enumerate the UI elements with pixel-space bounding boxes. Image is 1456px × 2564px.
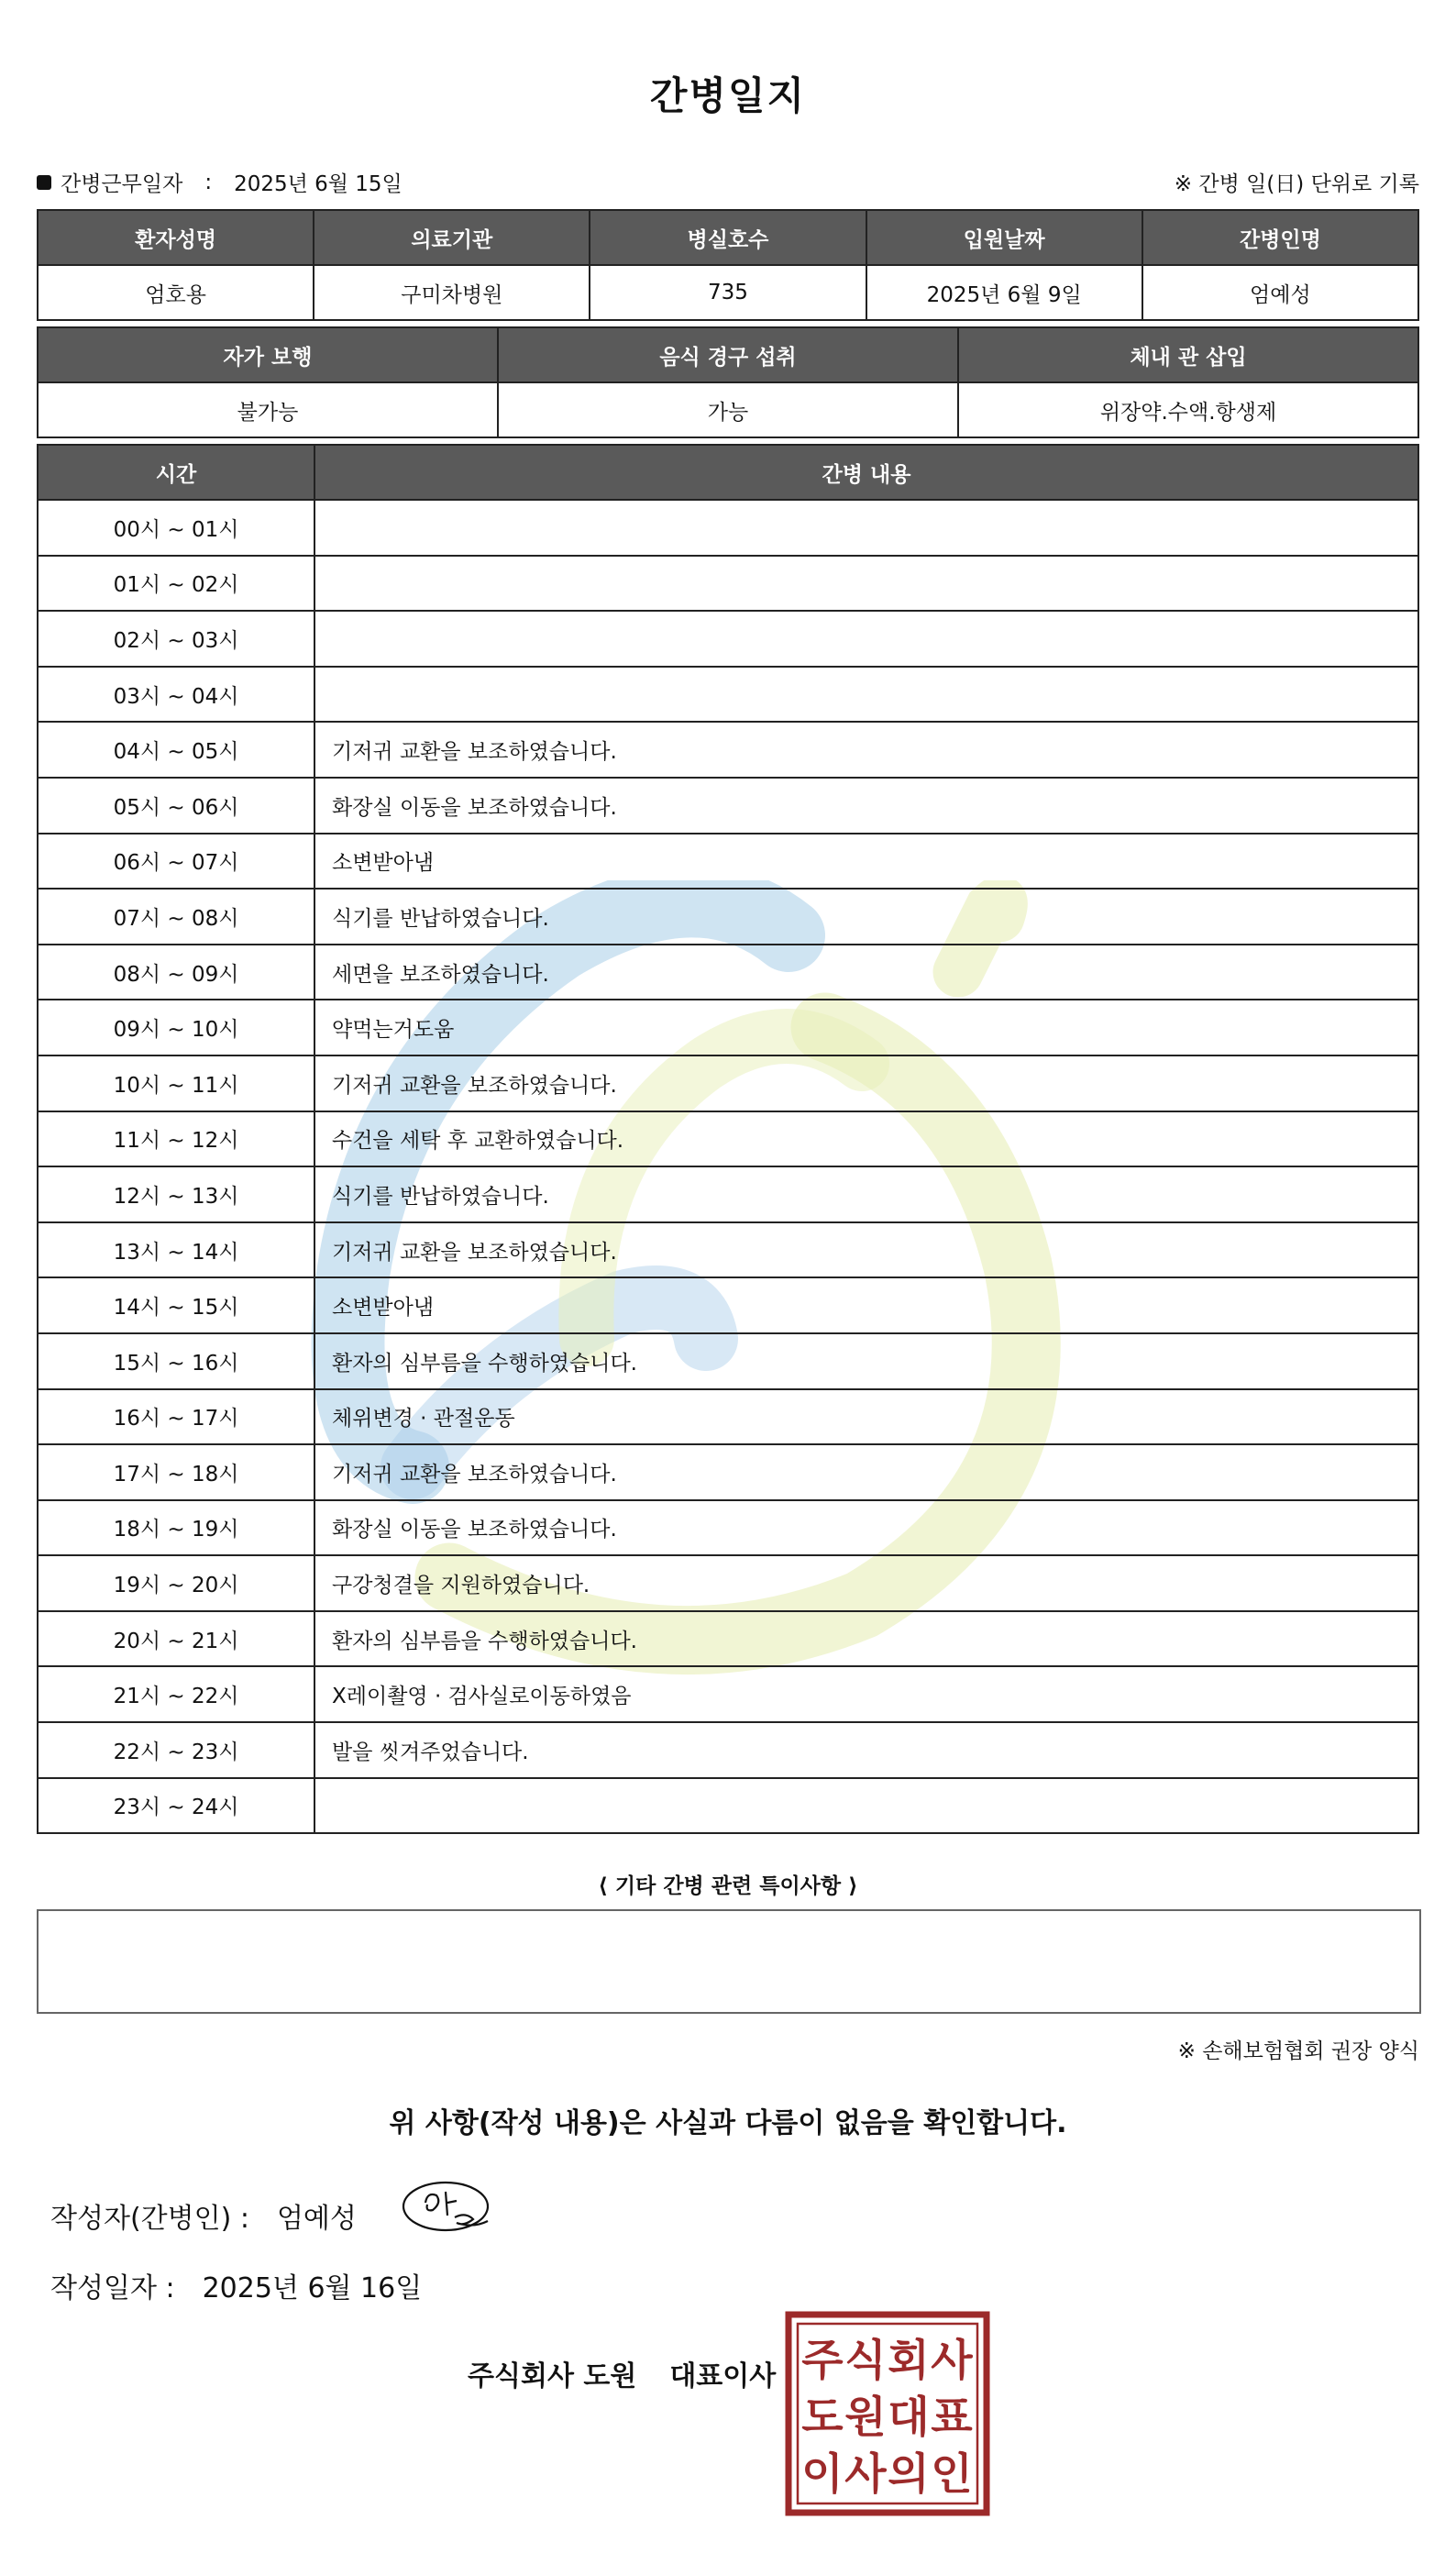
svg-text:회: 회: [888, 2336, 930, 2386]
header-time: 시간: [38, 445, 314, 500]
note-cell: [314, 500, 1418, 556]
table-row: [38, 722, 1418, 778]
patient-name: 엄호용: [38, 265, 314, 320]
header-patient-name: 환자성명: [38, 210, 314, 265]
header-oral-intake: 음식 경구 섭취: [498, 327, 958, 382]
room-number: 735: [590, 265, 866, 320]
table-row: [38, 611, 1418, 667]
note-cell: 세면을 보조하였습니다.: [314, 945, 1418, 1000]
note-cell: [314, 556, 1418, 612]
table-row: [38, 500, 1418, 556]
svg-text:인: 인: [931, 2449, 973, 2500]
svg-text:주: 주: [801, 2336, 844, 2386]
tube-insertion-value: 위장약.수액.항생제: [958, 382, 1418, 437]
table-row: [38, 1555, 1418, 1611]
table-row: [38, 1389, 1418, 1445]
header-admission-date: 입원날짜: [866, 210, 1142, 265]
note-cell: 식기를 반납하였습니다.: [314, 1166, 1418, 1222]
note-cell: 환자의 심부름을 수행하였습니다.: [314, 1333, 1418, 1389]
time-cell: 04시 ~ 05시: [38, 722, 314, 778]
patient-info-table: [37, 209, 1419, 321]
note-cell: 기저귀 교환을 보조하였습니다.: [314, 1444, 1418, 1500]
work-date-separator: :: [204, 170, 213, 194]
svg-text:식: 식: [844, 2336, 887, 2386]
header-hospital: 의료기관: [314, 210, 590, 265]
written-date-row: [50, 2265, 422, 2305]
table-row: [38, 778, 1418, 834]
note-cell: 발을 씻겨주었습니다.: [314, 1722, 1418, 1778]
note-cell: 체위변경 · 관절운동: [314, 1389, 1418, 1445]
time-cell: 19시 ~ 20시: [38, 1555, 314, 1611]
header-self-walking: 자가 보행: [38, 327, 498, 382]
table-row: [38, 1666, 1418, 1722]
time-cell: 02시 ~ 03시: [38, 611, 314, 667]
note-cell: 화장실 이동을 보조하였습니다.: [314, 1500, 1418, 1556]
care-log-table: [37, 444, 1419, 1834]
patient-status-table: [37, 326, 1419, 438]
written-date-label: 작성일자 :: [50, 2272, 175, 2304]
svg-text:원: 원: [844, 2393, 887, 2443]
note-cell: 화장실 이동을 보조하였습니다.: [314, 778, 1418, 834]
record-unit-note: ※ 간병 일(日) 단위로 기록: [1174, 172, 1419, 196]
oral-intake-value: 가능: [498, 382, 958, 437]
special-notes-title: ⟨ 기타 간병 관련 특이사항 ⟩: [598, 1874, 858, 1898]
admission-date: 2025년 6월 9일: [866, 265, 1142, 320]
note-cell: 약먹는거도움: [314, 1000, 1418, 1055]
writer-row: [50, 2195, 357, 2236]
note-cell: 기저귀 교환을 보조하였습니다.: [314, 1222, 1418, 1278]
svg-text:도: 도: [801, 2393, 844, 2443]
note-cell: [314, 1778, 1418, 1834]
table-row: [38, 1277, 1418, 1333]
table-row: [38, 1000, 1418, 1055]
time-cell: 22시 ~ 23시: [38, 1722, 314, 1778]
company-name: 주식회사 도원: [468, 2360, 637, 2393]
self-walking-value: 불가능: [38, 382, 498, 437]
header-tube-insertion: 체내 관 삽입: [958, 327, 1418, 382]
table-row: [38, 1166, 1418, 1222]
header-room: 병실호수: [590, 210, 866, 265]
table-row: [38, 1333, 1418, 1389]
time-cell: 09시 ~ 10시: [38, 1000, 314, 1055]
time-cell: 12시 ~ 13시: [38, 1166, 314, 1222]
special-notes-box: [37, 1909, 1421, 2014]
time-cell: 23시 ~ 24시: [38, 1778, 314, 1834]
table-row: [38, 1611, 1418, 1667]
time-cell: 00시 ~ 01시: [38, 500, 314, 556]
note-cell: 환자의 심부름을 수행하였습니다.: [314, 1611, 1418, 1667]
recommended-form-note: ※ 손해보험협회 권장 양식: [1177, 2039, 1419, 2063]
handwritten-signature: [400, 2175, 501, 2241]
svg-text:대: 대: [888, 2393, 930, 2443]
header-caregiver-name: 간병인명: [1142, 210, 1418, 265]
work-date-row: [37, 167, 403, 197]
table-row: [38, 667, 1418, 723]
time-cell: 01시 ~ 02시: [38, 556, 314, 612]
work-date-value: 2025년 6월 15일: [234, 172, 403, 196]
table-row: [38, 1444, 1418, 1500]
written-date-value: 2025년 6월 16일: [202, 2272, 423, 2304]
time-cell: 16시 ~ 17시: [38, 1389, 314, 1445]
note-cell: 기저귀 교환을 보조하였습니다.: [314, 1055, 1418, 1111]
svg-text:표: 표: [931, 2393, 973, 2443]
table-row: [38, 889, 1418, 945]
writer-name: 엄예성: [276, 2203, 357, 2235]
table-row: [38, 1778, 1418, 1834]
table-row: [38, 945, 1418, 1000]
time-cell: 10시 ~ 11시: [38, 1055, 314, 1111]
svg-text:사: 사: [931, 2336, 973, 2386]
table-row: [38, 556, 1418, 612]
note-cell: X레이촬영 · 검사실로이동하였음: [314, 1666, 1418, 1722]
confirmation-statement: 위 사항(작성 내용)은 사실과 다름이 없음을 확인합니다.: [389, 2107, 1067, 2139]
time-cell: 03시 ~ 04시: [38, 667, 314, 723]
time-cell: 05시 ~ 06시: [38, 778, 314, 834]
caregiver-name: 엄예성: [1142, 265, 1418, 320]
header-care-content: 간병 내용: [314, 445, 1418, 500]
company-row: [468, 2353, 776, 2393]
table-row: [38, 1722, 1418, 1778]
table-row: [38, 834, 1418, 890]
svg-text:의: 의: [888, 2449, 930, 2500]
table-row: [38, 1111, 1418, 1167]
hospital-name: 구미차병원: [314, 265, 590, 320]
note-cell: 수건을 세탁 후 교환하였습니다.: [314, 1111, 1418, 1167]
writer-label: 작성자(간병인) :: [50, 2203, 249, 2235]
note-cell: 구강청결을 지원하였습니다.: [314, 1555, 1418, 1611]
note-cell: 소변받아냄: [314, 1277, 1418, 1333]
time-cell: 18시 ~ 19시: [38, 1500, 314, 1556]
time-cell: 21시 ~ 22시: [38, 1666, 314, 1722]
note-cell: [314, 667, 1418, 723]
time-cell: 14시 ~ 15시: [38, 1277, 314, 1333]
time-cell: 08시 ~ 09시: [38, 945, 314, 1000]
note-cell: [314, 611, 1418, 667]
company-seal-stamp: [785, 2311, 990, 2516]
time-cell: 13시 ~ 14시: [38, 1222, 314, 1278]
time-cell: 07시 ~ 08시: [38, 889, 314, 945]
svg-text:이: 이: [801, 2449, 844, 2500]
time-cell: 17시 ~ 18시: [38, 1444, 314, 1500]
time-cell: 20시 ~ 21시: [38, 1611, 314, 1667]
square-bullet-icon: [37, 175, 51, 190]
table-row: [38, 1222, 1418, 1278]
page-title: 간병일지: [649, 73, 807, 118]
table-row: [38, 1500, 1418, 1556]
svg-text:사: 사: [844, 2449, 887, 2500]
note-cell: 기저귀 교환을 보조하였습니다.: [314, 722, 1418, 778]
time-cell: 15시 ~ 16시: [38, 1333, 314, 1389]
work-date-label: 간병근무일자: [61, 172, 183, 196]
table-row: [38, 1055, 1418, 1111]
note-cell: 식기를 반납하였습니다.: [314, 889, 1418, 945]
time-cell: 11시 ~ 12시: [38, 1111, 314, 1167]
company-role: 대표이사: [669, 2360, 777, 2393]
time-cell: 06시 ~ 07시: [38, 834, 314, 890]
note-cell: 소변받아냄: [314, 834, 1418, 890]
